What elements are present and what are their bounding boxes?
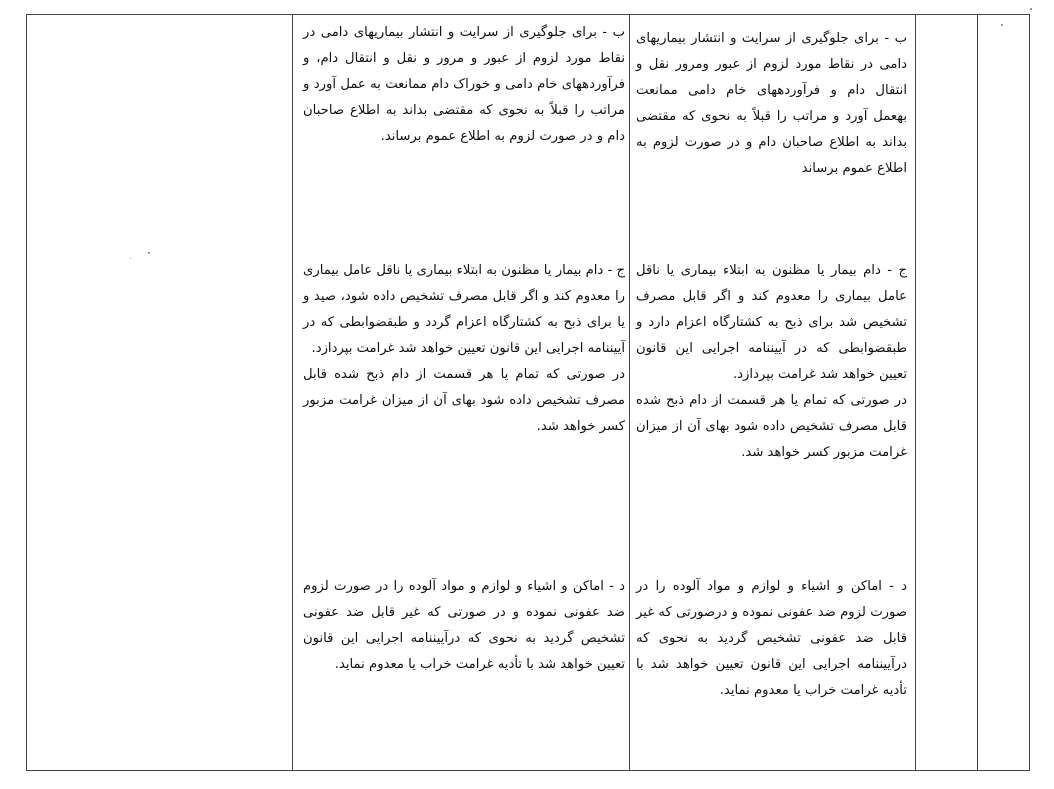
table-border-top: [26, 14, 1029, 15]
original-clause-b-text: ب - برای جلوگیری از سرایت و انتشار بیماریهای دامی در نقاط مورد لزوم از عبور ومرور نقل و انتقال دام و فرآوردههای خام دامی ممانعت بهعمل آورد و مراتب را قبلاً به نحوی که مقتضی بداند به اطلاع صاحبان دام و در صورت لزوم به اطلاع عموم برساند: [636, 31, 907, 176]
original-clause-d: [636, 574, 907, 704]
original-clause-c-text: ج - دام بیمار یا مظنون به ابتلاء بیماری یا ناقل عامل بیماری را معدوم کند و اگر قابل مصرف تشخیص شد برای ذبح به کشتارگاه اعزام دارد و طبقضوابطی که در آییننامه اجرایی این قانون تعیین خواهد شد غرامت بپردازد.: [636, 263, 907, 382]
original-clause-c: [636, 258, 907, 466]
amended-clause-c-note: در صورتی که تمام یا هر قسمت از دام ذبح شده قابل مصرف تشخیص داده شود بهای آن از میزان غرامت مزبور کسر خواهد شد.: [303, 367, 625, 434]
amended-clause-c: [303, 258, 625, 440]
table-border-left: [26, 14, 27, 771]
amended-clause-d: [303, 574, 625, 678]
column-divider-3: [915, 14, 916, 771]
scan-speck: [148, 252, 150, 254]
scan-speck: [130, 258, 131, 259]
table-border-right: [1029, 14, 1030, 771]
amended-clause-d-text: د - اماکن و اشیاء و لوازم و مواد آلوده را در صورت لزوم ضد عفونی نموده و در صورتی که غیر قابل ضد عفونی تشخیص گردید به نحوی که درآییننامه اجرایی این قانون تعیین خواهد شد با تأدیه غرامت خراب یا معدوم نماید.: [303, 579, 625, 672]
original-clause-c-note: در صورتی که تمام یا هر قسمت از دام ذبح شده قابل مصرف تشخیص داده شود بهای آن از میزان غرامت مزبور کسر خواهد شد.: [636, 393, 907, 460]
original-clause-d-text: د - اماکن و اشیاء و لوازم و مواد آلوده را در صورت لزوم ضد عفونی نموده و درصورتی که غیر قابل ضد عفونی تشخیص گردید به نحوی که درآییننامه اجرایی این قانون تعیین خواهد شد با تأدیه غرامت خراب یا معدوم نماید.: [636, 579, 907, 698]
original-clause-b: [636, 26, 907, 182]
amended-clause-c-text: ج - دام بیمار یا مظنون به ابتلاء بیماری یا ناقل عامل بیماری را معدوم کند و اگر قابل مصرف تشخیص داده شود، صید و یا برای ذبح به کشتارگاه اعزام گردد و طبقضوابطی که در آییننامه اجرایی این قانون تعیین خواهد شد غرامت بپردازد.: [303, 263, 625, 356]
column-divider-2: [629, 14, 630, 771]
amended-clause-b-text: ب - برای جلوگیری از سرایت و انتشار بیماریهای دامی در نقاط مورد لزوم از عبور و مرور و نقل و انتقال دام، و فرآوردههای خام دامی و خوراک دام ممانعت به عمل آورد و مراتب را قبلاً به نحوی که مقتضی بداند به اطلاع صاحبان دام و در صورت لزوم به اطلاع عموم برساند.: [303, 25, 625, 144]
column-divider-1: [292, 14, 293, 771]
scan-speck: [1030, 8, 1032, 10]
scan-speck: [1001, 24, 1003, 26]
table-border-bottom: [26, 770, 1029, 771]
column-divider-4: [977, 14, 978, 771]
amended-clause-b: [303, 20, 625, 150]
